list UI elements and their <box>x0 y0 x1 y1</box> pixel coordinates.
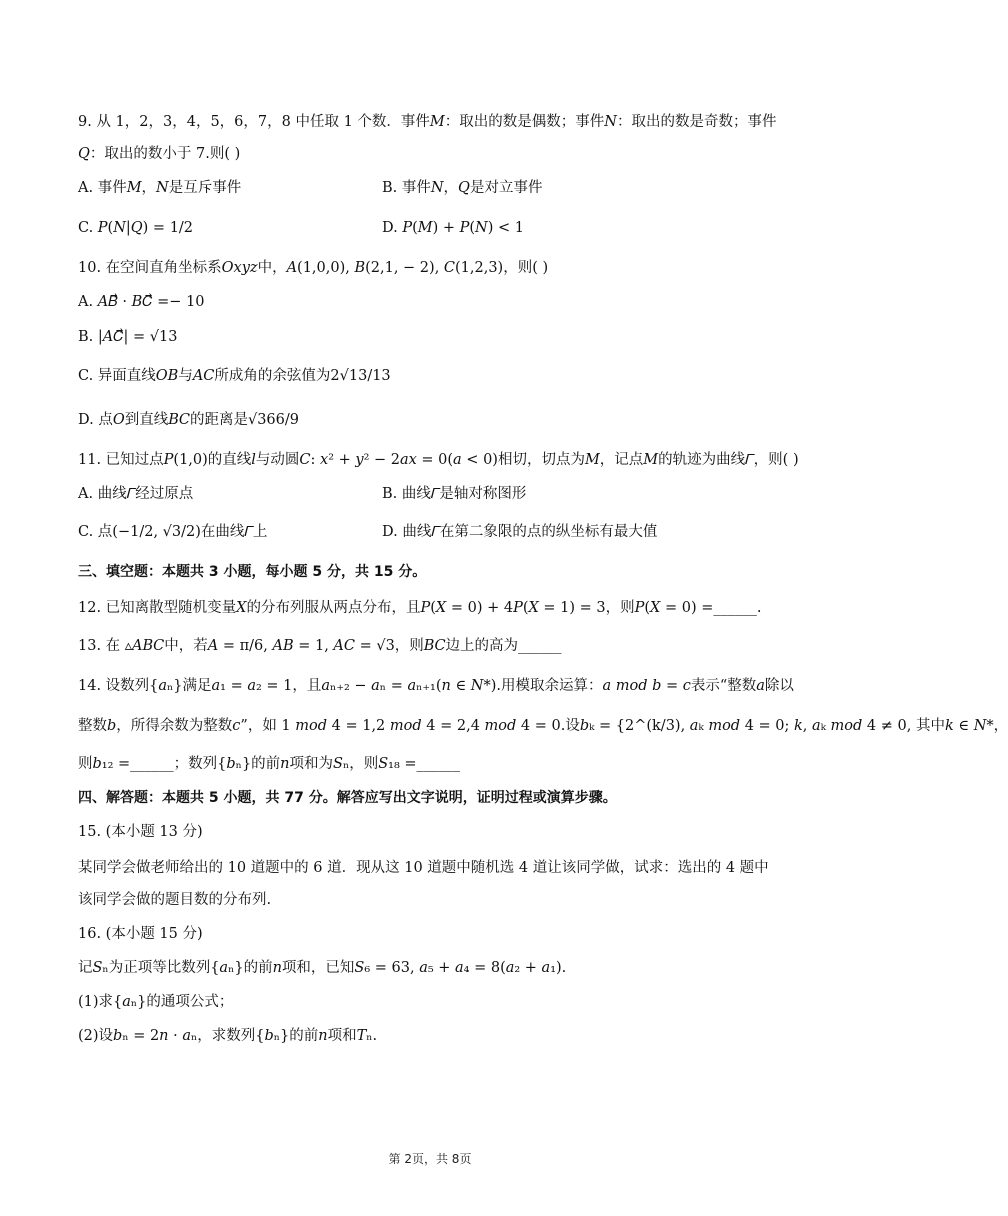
q15-line2: 该同学会做的题目数的分布列. <box>78 892 272 908</box>
q10-option-b: B. |𝐴𝐶⃗| = √13 <box>78 329 178 345</box>
question-12: 12. 已知离散型随机变量𝑋的分布列服从两点分布，且𝑃(𝑋 = 0) + 4𝑃(𝑋 = 1) = 3，则𝑃(𝑋 = 0) =______. <box>78 600 762 616</box>
q9-stem-line2: 𝑄：取出的数小于 7.则( ) <box>78 146 241 162</box>
q11-stem: 11. 已知过点𝑃(1,0)的直线𝑙与动圆𝐶: 𝑥² + 𝑦² − 2𝑎𝑥 = 0(𝑎 < 0)相切，切点为𝑀，记点𝑀的轨迹为曲线𝛤，则( ) <box>78 452 799 468</box>
q16-line3: (2)设𝑏ₙ = 2𝑛 · 𝑎ₙ，求数列{𝑏ₙ}的前𝑛项和𝑇ₙ. <box>78 1028 378 1044</box>
page-footer: 第 2页，共 8页 <box>388 1152 472 1166</box>
q10-option-d: D. 点𝑂到直线𝐵𝐶的距离是√366/9 <box>78 412 299 428</box>
q15-line1: 某同学会做老师给出的 10 道题中的 6 道．现从这 10 道题中随机选 4 道让该同学做，试求：选出的 4 题中 <box>78 860 769 876</box>
question-13: 13. 在 ▵𝐴𝐵𝐶中，若𝐴 = π/6, 𝐴𝐵 = 1, 𝐴𝐶 = √3，则𝐵𝐶边上的高为______ <box>78 638 562 654</box>
q9-option-d: D. 𝑃(𝑀) + 𝑃(𝑁) < 1 <box>382 220 524 236</box>
q15-head: 15. (本小题 13 分) <box>78 824 203 840</box>
q9-option-b: B. 事件𝑁，𝑄是对立事件 <box>382 180 543 196</box>
q9-stem-line1: 9. 从 1，2，3，4，5，6，7，8 中任取 1 个数．事件𝑀：取出的数是偶数；事件𝑁：取出的数是奇数；事件 <box>78 114 777 130</box>
q11-option-a: A. 曲线𝛤经过原点 <box>78 486 194 502</box>
q16-line1: 记𝑆ₙ为正项等比数列{𝑎ₙ}的前𝑛项和，已知𝑆₆ = 63, 𝑎₅ + 𝑎₄ = 8(𝑎₂ + 𝑎₁). <box>78 960 567 976</box>
section-4-heading: 四、解答题：本题共 5 小题，共 77 分。解答应写出文字说明，证明过程或演算步骤。 <box>78 790 617 806</box>
q10-option-c: C. 异面直线𝑂𝐵与𝐴𝐶所成角的余弦值为2√13/13 <box>78 368 391 384</box>
q14-line3: 则𝑏₁₂ =______；数列{𝑏ₙ}的前𝑛项和为𝑆ₙ，则𝑆₁₈ =______ <box>78 756 461 772</box>
q16-line2: (1)求{𝑎ₙ}的通项公式； <box>78 994 234 1010</box>
q11-option-c: C. 点(−1/2, √3/2)在曲线𝛤上 <box>78 524 268 540</box>
q16-head: 16. (本小题 15 分) <box>78 926 203 942</box>
q10-stem: 10. 在空间直角坐标系𝑂𝑥𝑦𝑧中，𝐴(1,0,0), 𝐵(2,1, − 2), 𝐶(1,2,3)，则( ) <box>78 260 549 276</box>
q10-option-a: A. 𝐴𝐵⃗ · 𝐵𝐶⃗ =− 10 <box>78 294 205 310</box>
q9-option-c: C. 𝑃(𝑁|𝑄) = 1/2 <box>78 220 194 236</box>
q11-option-b: B. 曲线𝛤是轴对称图形 <box>382 486 527 502</box>
q14-line2: 整数𝑏，所得余数为整数𝑐”，如 1 𝑚𝑜𝑑 4 = 1,2 𝑚𝑜𝑑 4 = 2,4 𝑚𝑜𝑑 4 = 0.设𝑏ₖ = {2^(k/3), 𝑎ₖ 𝑚𝑜𝑑 4 = 0; 𝑘, 𝑎ₖ 𝑚𝑜𝑑 4 ≠ 0, 其中𝑘 ∈ 𝑁*， <box>78 718 1008 734</box>
q9-option-a: A. 事件𝑀，𝑁是互斥事件 <box>78 180 242 196</box>
q11-option-d: D. 曲线𝛤在第二象限的点的纵坐标有最大值 <box>382 524 658 540</box>
section-3-heading: 三、填空题：本题共 3 小题，每小题 5 分，共 15 分。 <box>78 564 427 580</box>
q14-line1: 14. 设数列{𝑎ₙ}满足𝑎₁ = 𝑎₂ = 1，且𝑎ₙ₊₂ − 𝑎ₙ = 𝑎ₙ₊₁(𝑛 ∈ 𝑁*).用模取余运算：𝑎 𝑚𝑜𝑑 𝑏 = 𝑐表示“整数𝑎除以 <box>78 678 794 694</box>
